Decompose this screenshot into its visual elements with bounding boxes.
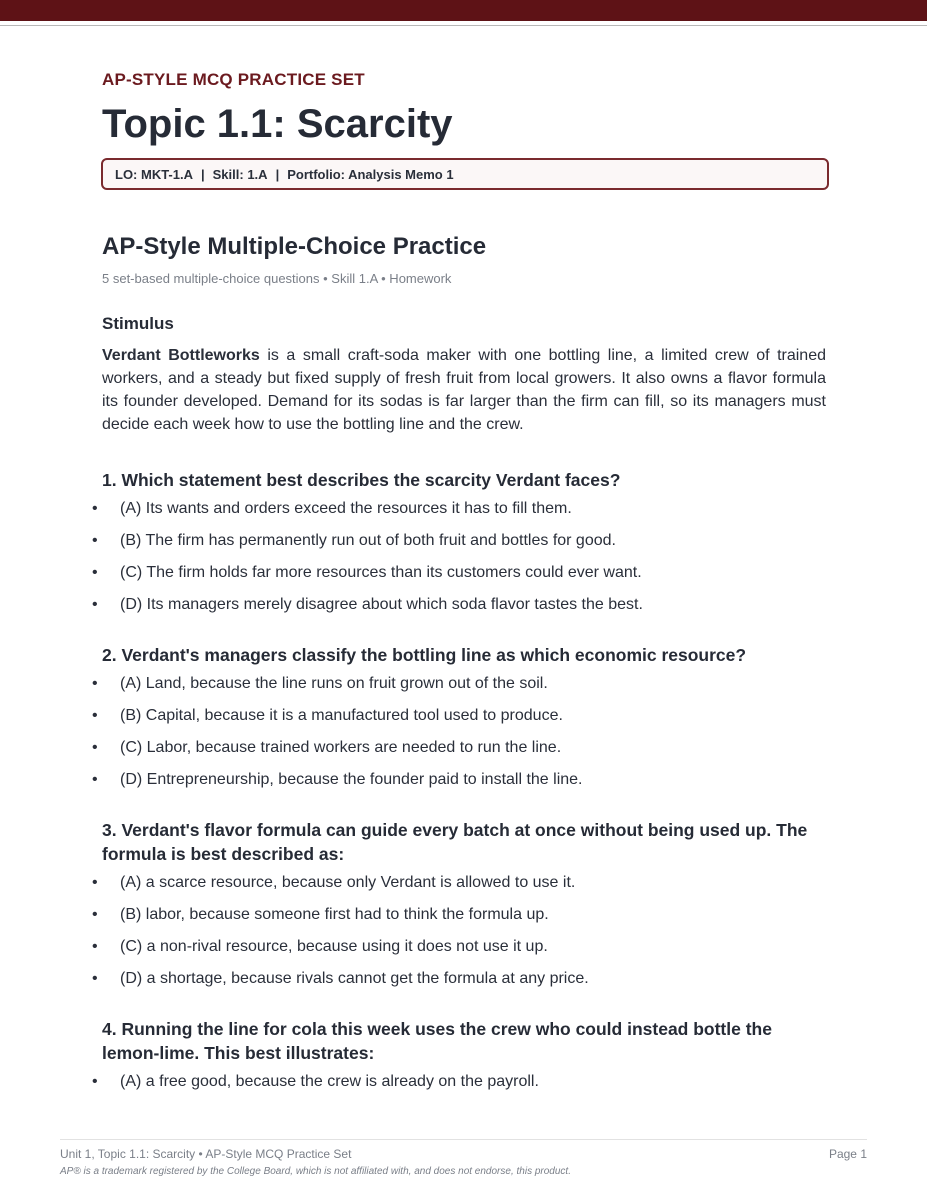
header-color-bar (0, 0, 927, 21)
option-text: (C) Labor, because trained workers are needed to run the line. (120, 739, 562, 756)
question-3 (92, 818, 826, 989)
section-subtitle: 5 set-based multiple-choice questions • Skill 1.A • Homework (102, 271, 452, 286)
question-list (92, 468, 826, 1092)
bullet-icon: • (92, 564, 98, 581)
footer-rule (60, 1139, 867, 1140)
answer-option[interactable] (92, 1072, 826, 1092)
question-1 (92, 468, 826, 615)
answer-option[interactable] (92, 770, 826, 790)
option-text: (B) The firm has permanently run out of both fruit and bottles for good. (120, 532, 616, 549)
kicker-label: AP-STYLE MCQ PRACTICE SET (102, 70, 365, 89)
stimulus-paragraph (102, 344, 826, 436)
stimulus-company-name: Verdant Bottleworks (102, 347, 260, 364)
option-text: (A) Land, because the line runs on fruit grown out of the soil. (120, 675, 548, 692)
option-text: (B) labor, because someone first had to think the formula up. (120, 906, 549, 923)
bullet-icon: • (92, 906, 98, 923)
option-text: (C) The firm holds far more resources than its customers could ever want. (120, 564, 642, 581)
trademark-note: AP® is a trademark registered by the College Board, which is not affiliated with, and does not endorse, this product. (60, 1166, 571, 1177)
page-title: Topic 1.1: Scarcity (102, 102, 453, 146)
bullet-icon: • (92, 874, 98, 891)
bullet-icon: • (92, 707, 98, 724)
question-4 (92, 1017, 826, 1092)
question-text: 2. Verdant's managers classify the bottling line as which economic resource? (102, 645, 747, 665)
bullet-icon: • (92, 596, 98, 613)
option-text: (A) Its wants and orders exceed the resources it has to fill them. (120, 500, 572, 517)
answer-options (92, 1072, 826, 1092)
bullet-icon: • (92, 1073, 98, 1090)
answer-option[interactable] (92, 595, 826, 615)
learning-objective-box (101, 158, 829, 190)
answer-options (92, 873, 826, 989)
answer-options (92, 674, 826, 790)
answer-option[interactable] (92, 499, 826, 519)
bullet-icon: • (92, 938, 98, 955)
option-text: (B) Capital, because it is a manufactured tool used to produce. (120, 707, 563, 724)
answer-option[interactable] (92, 531, 826, 551)
portfolio-label: Portfolio: Analysis Memo 1 (287, 166, 454, 182)
lo-label: LO: MKT-1.A (115, 166, 193, 182)
answer-option[interactable] (92, 873, 826, 893)
option-text: (A) a free good, because the crew is already on the payroll. (120, 1073, 539, 1090)
page-number: Page 1 (828, 1147, 867, 1161)
option-text: (D) Its managers merely disagree about which soda flavor tastes the best. (120, 596, 643, 613)
header-rule (0, 25, 927, 26)
answer-options (92, 499, 826, 615)
bullet-icon: • (92, 675, 98, 692)
stimulus-text: is a small craft-soda maker with one bottling line, a limited crew of trained workers, and a steady but fixed supply of fresh fruit from local growers. It also owns a flavor formula its founder developed. Demand for its sodas is far larger than the firm can fill, so its managers must decide each week how to use the bottling line and the crew. (102, 347, 826, 433)
question-text: 4. Running the line for cola this week uses the crew who could instead bottle the lemon-lime. This best illustrates: (102, 1019, 772, 1063)
bullet-icon: • (92, 970, 98, 987)
question-text: 3. Verdant's flavor formula can guide every batch at once without being used up. The formula is best described as: (102, 820, 808, 864)
question-text: 1. Which statement best describes the scarcity Verdant faces? (102, 470, 621, 490)
answer-option[interactable] (92, 563, 826, 583)
stimulus-heading: Stimulus (102, 314, 174, 333)
answer-option[interactable] (92, 674, 826, 694)
meta-separator: | (201, 166, 205, 182)
skill-label: Skill: 1.A (212, 166, 268, 182)
answer-option[interactable] (92, 905, 826, 925)
option-text: (D) Entrepreneurship, because the founder paid to install the line. (120, 771, 583, 788)
bullet-icon: • (92, 771, 98, 788)
question-2 (92, 643, 826, 790)
footer-left-text: Unit 1, Topic 1.1: Scarcity • AP-Style MCQ Practice Set (60, 1147, 352, 1161)
option-text: (C) a non-rival resource, because using it does not use it up. (120, 938, 548, 955)
answer-option[interactable] (92, 706, 826, 726)
option-text: (A) a scarce resource, because only Verdant is allowed to use it. (120, 874, 576, 891)
bullet-icon: • (92, 532, 98, 549)
option-text: (D) a shortage, because rivals cannot get the formula at any price. (120, 970, 589, 987)
section-title: AP-Style Multiple-Choice Practice (102, 233, 487, 260)
page-content (92, 68, 826, 1104)
answer-option[interactable] (92, 969, 826, 989)
answer-option[interactable] (92, 738, 826, 758)
bullet-icon: • (92, 500, 98, 517)
meta-separator: | (275, 166, 280, 182)
answer-option[interactable] (92, 937, 826, 957)
bullet-icon: • (92, 739, 98, 756)
